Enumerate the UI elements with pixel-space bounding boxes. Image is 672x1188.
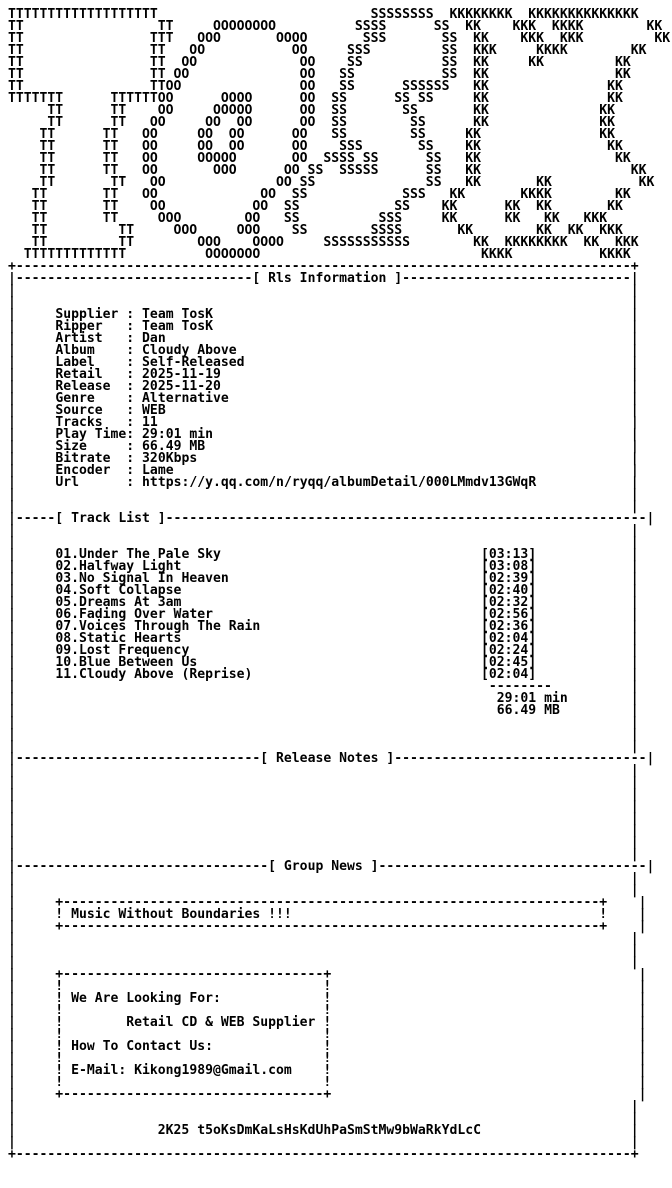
rls-info-label: Retail (55, 367, 127, 382)
track-duration: [02:04] (481, 631, 537, 646)
track-title: 03.No Signal In Heaven (55, 571, 229, 586)
logo-line: TT TT OO OO SSS SS KKK KKKK KK (8, 43, 647, 58)
looking-for-item: Retail CD & WEB Supplier (126, 1015, 316, 1030)
track-title: 08.Static Hearts (55, 631, 182, 646)
track-duration: [02:39] (481, 571, 537, 586)
rls-info-value: 11 (142, 415, 158, 430)
contact-heading: How To Contact Us: (71, 1039, 213, 1054)
rls-info-label: Release (55, 379, 127, 394)
logo-line: TT TT OO OOOOO OO SS SS KK KK (8, 103, 615, 118)
logo-line: TT TT OO OO SS SS KK KK KK (8, 175, 655, 190)
track-duration: [02:36] (481, 619, 537, 634)
track-duration: [02:04] (481, 667, 537, 682)
rls-info-value: Team TosK (142, 307, 213, 322)
track-duration: [03:13] (481, 547, 537, 562)
contact-email: E-Mail: Kikong1989@Gmail.com (71, 1063, 292, 1078)
track-title: 07.Voices Through The Rain (55, 619, 261, 634)
track-title: 05.Dreams At 3am (55, 595, 182, 610)
rls-info-label: Supplier (55, 307, 127, 322)
group-motto: Music Without Boundaries !!! (71, 907, 292, 922)
rls-info-label: Url (55, 475, 127, 490)
looking-for-heading: We Are Looking For: (71, 991, 221, 1006)
track-title: 11.Cloudy Above (Reprise) (55, 667, 253, 682)
nfo-text: TTTTTTTTTTTTTTTTTTT SSSSSSSS KKKKKKKK KKKKKKKKKKKKKK TT TT OOOOOOOO SSSS SS KK KKK KKKK KK TT TTT OOO OOOO SSS SS KK KKK KKK KK TT TT OO OO SSS SS KKK KKKK KK TT TT OO OO SS SS KK KK KK TT TT OO OO SS SS KK KK TT TTOO OO SS SSSSSS KK KK TTTTTTT TTTTTTOO OOOO OO SS SS SS KK KK TT TT OO OOOOO OO SS SS KK KK TT TT OO OO OO OO SS SS KK KK TT TT OO OO OO OO SS SS KK KK TT TT OO OO OO OO SSS SS KK KK TT TT OO OOOOO OO SSSS SS SS KK KK TT TT OO OOO OO SS SSSSS SS KK KK TT TT OO OO SS SS KK KK KK TT TT OO OO SS SSS KK KKKK KK TT TT OO OO SS SS KK KK KK KK TT TT OOO OO SS SSS KK KK KK KKK TT TT OOO OOO SS SSSS KK KK KK KKK TT TT OOO OOOO SSSSSSSSSSS KK KKKKKKKK KK KKK TTTTTTTTTTTTT OOOOOOO KKKK KKKK +------------------------------------------------------------------------------+ |------------------------------[ Rls Information ]-----------------------------| | | | | | Supplier : Team TosK | | Ripper : Team TosK | | Artist : Dan | | Album : Cloudy Above | | Label : Self-Released | | Retail : 2025-11-19 | | Release : 2025-11-20 | | Genre : Alternative | | Source : WEB | | Tracks : 11 | | Play Time: 29:01 min | | Size : 66.49 MB | | Bitrate : 320Kbps | | Encoder : Lame | | Url : https://y.qq.com/n/ryqq/albumDetail/000LMmdv13GWqR | | | | | |-----[ Track List ]-------------------------------------------------------------| | | | | | 01.Under The Pale Sky [03:13] | | 02.Halfway Light [03:08] | | 03.No Signal In Heaven [02:39] | | 04.Soft Collapse [02:40] | | 05.Dreams At 3am [02:32] | | 06.Fading Over Water [02:56] | | 07.Voices Through The Rain [02:36] | | 08.Static Hearts [02:04] | | 09.Lost Frequency [02:24] | | 10.Blue Between Us [02:45] | | 11.Cloudy Above (Reprise) [02:04] | | -------- | | 29:01 min | | 66.49 MB | | | | | | | |-------------------------------[ Release Notes ]--------------------------------| | | | | | | | | | | | | | | | | |--------------------------------[ Group News ]----------------------------------| | | | | | +--------------------------------------------------------------------+ | | ! Music Without Boundaries !!! ! | | +--------------------------------------------------------------------+ | | | | | | | | +---------------------------------+ | | ! ! | | ! We Are Looking For: ! | | ! ! | | ! Retail CD & WEB Supplier ! | | ! ! | | ! How To Contact Us: ! | | ! ! | | ! E-Mail: Kikong1989@Gmail.com ! | | ! ! | | +---------------------------------+ | | | | | | 2K25 t5oKsDmKaLsHsKdUhPaSmStMw9bWaRkYdLcC | | | +------------------------------------------------------------------------------+ (8, 7, 671, 1162)
track-total-time: 29:01 min (496, 691, 568, 706)
logo-line: TT TTOO OO SS SSSSSS KK KK (8, 79, 623, 94)
rls-info-label: Source (55, 403, 127, 418)
track-title: 10.Blue Between Us (55, 655, 198, 670)
track-total-size: 66.49 MB (496, 703, 560, 718)
rls-info-value: Alternative (142, 391, 229, 406)
rls-info-value: Cloudy Above (142, 343, 237, 358)
track-total-rule: -------- (488, 679, 552, 694)
rls-info-value: Self-Released (142, 355, 245, 370)
frame-top-border: +------------------------------------------------------------------------------+ (8, 259, 639, 274)
track-title: 06.Fading Over Water (55, 607, 213, 622)
logo-line: TT TT OO OO SS SS KK KK (8, 67, 631, 82)
track-duration: [02:45] (481, 655, 537, 670)
logo-line: TT TT OO OO SS SS KK KK KK (8, 55, 631, 70)
rls-info-value: Dan (142, 331, 166, 346)
track-duration: [02:40] (481, 583, 537, 598)
release-signature: 2K25 t5oKsDmKaLsHsKdUhPaSmStMw9bWaRkYdLcC (157, 1123, 481, 1138)
track-title: 02.Halfway Light (55, 559, 182, 574)
track-duration: [03:08] (481, 559, 537, 574)
track-duration: [02:32] (481, 595, 537, 610)
frame-bottom-border: +------------------------------------------------------------------------------+ (8, 1147, 639, 1162)
rls-info-label: Album (55, 343, 127, 358)
rls-info-label: Artist (55, 331, 127, 346)
logo-line: TT TT OOO OO SS SSS KK KK KK KKK (8, 211, 608, 226)
logo-line: TT TT OO OO OO OO SS SS KK KK (8, 127, 615, 142)
track-list-header: -----[ Track List ]------------------------------------------------------------- (15, 511, 647, 526)
group-news-header: --------------------------------[ Group News ]---------------------------------- (15, 859, 647, 874)
rls-info-value: Team TosK (142, 319, 213, 334)
rls-info-value: https://y.qq.com/n/ryqq/albumDetail/000LMmdv13GWqR (142, 475, 537, 490)
logo-line: TT TT OO OOO OO SS SSSSS SS KK KK (8, 163, 647, 178)
rls-info-value: 66.49 MB (142, 439, 206, 454)
rls-info-label: Tracks (55, 415, 127, 430)
rls-info-value: 29:01 min (142, 427, 213, 442)
track-duration: [02:56] (481, 607, 537, 622)
logo-line: TT TT OO OO OO OO SS SS KK KK (8, 115, 615, 130)
logo-line: TTTTTTTTTTTTT OOOOOOO KKKK KKKK (8, 247, 631, 262)
rls-info-value: 2025-11-20 (142, 379, 221, 394)
rls-info-label: Bitrate (55, 451, 127, 466)
rls-information-header: ------------------------------[ Rls Information ]----------------------------- (15, 271, 631, 286)
rls-info-value: WEB (142, 403, 166, 418)
rls-info-value: Lame (142, 463, 174, 478)
track-title: 01.Under The Pale Sky (55, 547, 221, 562)
logo-line: TTTTTTT TTTTTTOO OOOO OO SS SS SS KK KK (8, 91, 623, 106)
logo-line: TT TTT OOO OOOO SSS SS KK KKK KKK KK (8, 31, 671, 46)
logo-line: TT TT OO OO SS SS KK KK KK KK (8, 199, 623, 214)
rls-info-label: Genre (55, 391, 127, 406)
rls-info-label: Encoder (55, 463, 127, 478)
logo-line: TT TT OOO OOO SS SSSS KK KK KK KKK (8, 223, 623, 238)
release-notes-header: -------------------------------[ Release Notes ]-------------------------------- (15, 751, 647, 766)
logo-line: TT TT OO OO OO OO SSS SS KK KK (8, 139, 623, 154)
track-title: 04.Soft Collapse (55, 583, 182, 598)
track-title: 09.Lost Frequency (55, 643, 190, 658)
logo-line: TT TT OOO OOOO SSSSSSSSSSS KK KKKKKKKK KK KKK (8, 235, 639, 250)
track-duration: [02:24] (481, 643, 537, 658)
rls-info-value: 320Kbps (142, 451, 198, 466)
rls-info-label: Label (55, 355, 127, 370)
rls-info-label: Play Time (55, 427, 127, 442)
logo-line: TT TT OOOOOOOO SSSS SS KK KKK KKKK KK (8, 19, 663, 34)
rls-info-label: Ripper (55, 319, 127, 334)
rls-info-value: 2025-11-19 (142, 367, 221, 382)
logo-line: TTTTTTTTTTTTTTTTTTT SSSSSSSS KKKKKKKK KKKKKKKKKKKKKK (8, 7, 639, 22)
rls-info-label: Size (55, 439, 127, 454)
logo-line: TT TT OO OO SS SSS KK KKKK KK (8, 187, 631, 202)
logo-line: TT TT OO OOOOO OO SSSS SS SS KK KK (8, 151, 631, 166)
